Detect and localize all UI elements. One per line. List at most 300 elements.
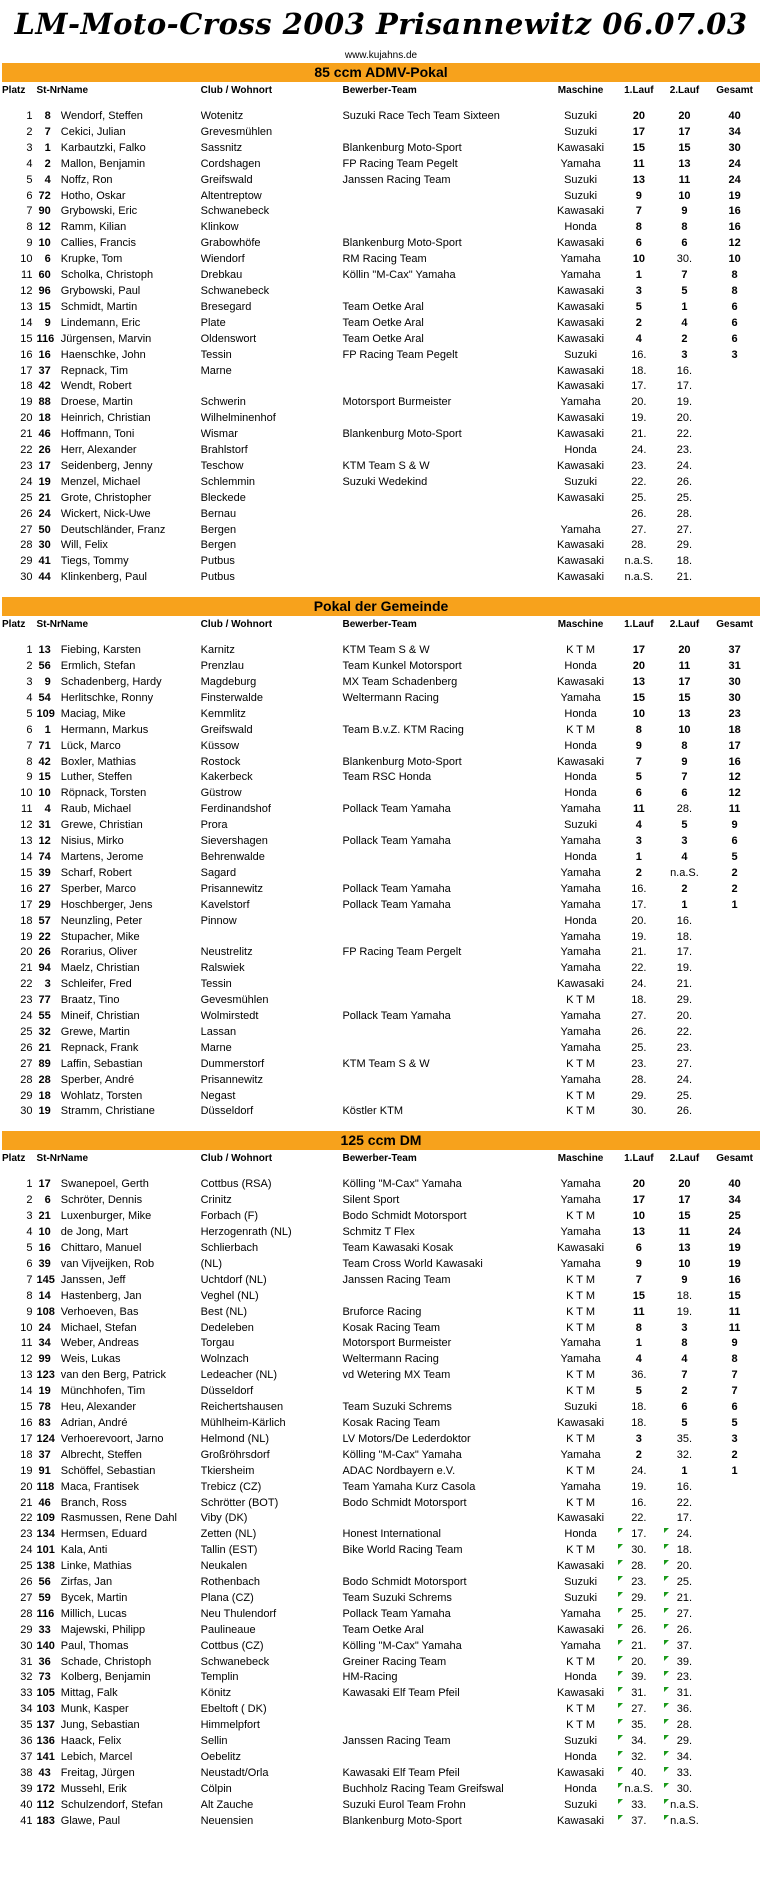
cell-platz: 34 bbox=[20, 1703, 33, 1716]
cell-start-nr: 141 bbox=[36, 1751, 55, 1763]
cell-start-nr: 32 bbox=[38, 1025, 51, 1038]
cell-lauf2: 5 bbox=[681, 284, 688, 297]
cell-maschine: Kawasaki bbox=[557, 316, 605, 329]
column-header-name: Name bbox=[60, 1153, 89, 1165]
table-row bbox=[0, 1416, 762, 1432]
cell-lauf1: 15 bbox=[632, 1289, 645, 1302]
cell-maschine: Kawasaki bbox=[557, 539, 605, 552]
cell-gesamt bbox=[707, 1686, 762, 1702]
cell-lauf2: 9 bbox=[681, 755, 688, 768]
cell-club: Plana (CZ) bbox=[200, 1591, 254, 1604]
cell-name: Glawe, Paul bbox=[60, 1814, 121, 1827]
cell-club: Schrötter (BOT) bbox=[200, 1496, 279, 1509]
cell-team: vd Wetering MX Team bbox=[342, 1369, 451, 1382]
cell-club: Wolnzach bbox=[200, 1353, 249, 1366]
cell-maschine: Honda bbox=[564, 771, 597, 784]
cell-platz: 27 bbox=[20, 1057, 33, 1070]
cell-gesamt: 34 bbox=[728, 1194, 741, 1207]
column-header-lauf1: 1.Lauf bbox=[624, 1153, 654, 1165]
table-row bbox=[0, 1496, 762, 1512]
table-row bbox=[0, 1257, 762, 1273]
table-row bbox=[0, 1336, 762, 1352]
cell-start-nr: 29 bbox=[38, 898, 51, 911]
cell-club: Tkiersheim bbox=[200, 1464, 255, 1477]
column-header-team: Bewerber-Team bbox=[342, 619, 417, 631]
cell-start-nr: 42 bbox=[38, 755, 51, 768]
cell-name: Hermsen, Eduard bbox=[60, 1528, 147, 1541]
cell-maschine: Yamaha bbox=[560, 962, 601, 975]
cell-club: Veghel (NL) bbox=[200, 1289, 259, 1302]
column-header-lauf2: 2.Lauf bbox=[669, 85, 700, 96]
cell-gesamt bbox=[707, 1073, 762, 1089]
cell-start-nr: 18 bbox=[38, 1089, 51, 1102]
cell-platz: 9 bbox=[26, 237, 33, 250]
cell-name: Herr, Alexander bbox=[60, 444, 137, 457]
cell-lauf1: 18. bbox=[631, 1401, 647, 1414]
cell-maschine: Honda bbox=[564, 707, 597, 720]
cell-maschine: Kawasaki bbox=[557, 141, 605, 154]
cell-maschine: Yamaha bbox=[560, 691, 601, 704]
cell-lauf1: 35. bbox=[616, 1718, 662, 1734]
cell-lauf1: 22. bbox=[631, 475, 647, 488]
cell-gesamt: 6 bbox=[731, 300, 738, 313]
cell-platz: 21 bbox=[20, 428, 33, 441]
cell-name: Kolberg, Benjamin bbox=[60, 1671, 151, 1684]
cell-maschine: Suzuki bbox=[564, 1798, 598, 1811]
cell-club: Schlemmin bbox=[200, 475, 256, 488]
cell-maschine: Yamaha bbox=[560, 523, 601, 536]
table-row bbox=[0, 1798, 762, 1814]
cell-lauf2: 10 bbox=[678, 723, 691, 736]
cell-lauf2: 20. bbox=[662, 1559, 708, 1575]
cell-club: Torgau bbox=[200, 1337, 235, 1350]
cell-lauf1: 3 bbox=[635, 284, 642, 297]
cell-lauf2: 21. bbox=[676, 978, 693, 991]
cell-name: Linke, Mathias bbox=[60, 1560, 132, 1573]
cell-maschine: Suzuki bbox=[564, 348, 598, 361]
cell-name: Repnack, Tim bbox=[60, 364, 129, 377]
cell-start-nr: 91 bbox=[38, 1464, 51, 1477]
cell-name: Mittag, Falk bbox=[60, 1687, 118, 1700]
cell-maschine: K T M bbox=[566, 723, 596, 736]
cell-gesamt bbox=[707, 1480, 762, 1496]
cell-start-nr: 22 bbox=[38, 930, 51, 943]
cell-lauf2: 23. bbox=[676, 444, 693, 457]
table-row bbox=[0, 284, 762, 300]
cell-platz: 4 bbox=[26, 691, 33, 704]
cell-maschine: Yamaha bbox=[560, 1041, 601, 1054]
table-row bbox=[0, 1089, 762, 1105]
cell-lauf2: 10 bbox=[678, 189, 691, 202]
cell-start-nr: 118 bbox=[36, 1480, 55, 1493]
cell-start-nr: 109 bbox=[36, 1512, 55, 1525]
cell-team: Köllin "M-Cax" Yamaha bbox=[342, 269, 456, 282]
cell-platz: 10 bbox=[20, 787, 33, 800]
cell-start-nr: 103 bbox=[36, 1703, 55, 1716]
cell-lauf1: 17 bbox=[632, 125, 645, 138]
cell-start-nr: 99 bbox=[38, 1353, 51, 1366]
cell-maschine: Suzuki bbox=[564, 1401, 598, 1414]
cell-club: Putbus bbox=[200, 555, 235, 568]
cell-team bbox=[342, 930, 545, 946]
cell-lauf2: 22. bbox=[676, 1025, 693, 1038]
cell-platz: 21 bbox=[20, 1496, 33, 1509]
cell-gesamt: 40 bbox=[728, 110, 741, 122]
cell-lauf1: 8 bbox=[635, 221, 642, 234]
cell-maschine: K T M bbox=[566, 1305, 596, 1318]
cell-team: Kosak Racing Team bbox=[342, 1416, 441, 1429]
cell-club: Drebkau bbox=[200, 269, 243, 282]
cell-maschine: K T M bbox=[566, 1321, 596, 1334]
cell-gesamt: 1 bbox=[731, 1464, 738, 1477]
cell-start-nr: 74 bbox=[38, 850, 51, 863]
cell-platz: 16 bbox=[20, 1416, 33, 1429]
cell-platz: 7 bbox=[26, 1273, 33, 1286]
cell-club: Schwanebeck bbox=[200, 205, 270, 218]
cell-lauf1: 28. bbox=[631, 1073, 647, 1086]
cell-club: Herzogenrath (NL) bbox=[200, 1226, 292, 1239]
cell-gesamt bbox=[707, 1814, 762, 1830]
cell-lauf2: 8 bbox=[681, 221, 688, 234]
cell-lauf1: 6 bbox=[635, 1242, 642, 1254]
cell-maschine: Yamaha bbox=[560, 835, 601, 848]
cell-platz: 22 bbox=[20, 978, 33, 991]
results-sections bbox=[0, 63, 762, 1830]
cell-team: Team Suzuki Schrems bbox=[342, 1401, 452, 1414]
cell-lauf2: 7 bbox=[681, 269, 688, 282]
cell-gesamt bbox=[707, 1104, 762, 1120]
cell-start-nr: 94 bbox=[38, 962, 51, 975]
cell-name: Zirfas, Jan bbox=[60, 1576, 113, 1589]
table-row bbox=[0, 1575, 762, 1591]
cell-gesamt: 1 bbox=[731, 898, 738, 911]
cell-name: Noffz, Ron bbox=[60, 173, 113, 186]
cell-lauf1: 20. bbox=[616, 1655, 662, 1671]
cell-lauf2: 9 bbox=[681, 205, 688, 218]
cell-platz: 23 bbox=[20, 1528, 33, 1541]
cell-maschine: Kawasaki bbox=[557, 300, 605, 313]
table-row bbox=[0, 1511, 762, 1527]
cell-maschine: Kawasaki bbox=[557, 491, 605, 504]
table-row bbox=[0, 1718, 762, 1734]
cell-lauf2: 18. bbox=[676, 1289, 693, 1302]
cell-start-nr: 108 bbox=[36, 1305, 55, 1318]
cell-name: Mallon, Benjamin bbox=[60, 157, 146, 170]
cell-maschine: Yamaha bbox=[560, 1073, 601, 1086]
cell-platz: 13 bbox=[20, 835, 33, 848]
cell-club: Neuensien bbox=[200, 1814, 254, 1827]
cell-maschine: Yamaha bbox=[560, 803, 601, 816]
cell-maschine: Kawasaki bbox=[557, 755, 605, 768]
cell-start-nr: 96 bbox=[38, 284, 51, 297]
cell-lauf1: 16. bbox=[631, 348, 647, 361]
cell-start-nr: 15 bbox=[38, 771, 51, 784]
cell-team bbox=[342, 204, 545, 220]
cell-team: Weltermann Racing bbox=[342, 1353, 439, 1366]
cell-platz: 39 bbox=[20, 1782, 33, 1795]
cell-team bbox=[342, 491, 545, 507]
table-row bbox=[0, 945, 762, 961]
cell-start-nr: 4 bbox=[44, 173, 51, 186]
cell-gesamt bbox=[707, 993, 762, 1009]
cell-club: Cottbus (CZ) bbox=[200, 1639, 264, 1652]
cell-name: Wendt, Robert bbox=[60, 380, 132, 393]
cell-lauf2: 6 bbox=[681, 237, 688, 250]
cell-name: Schröter, Dennis bbox=[60, 1194, 143, 1207]
cell-gesamt: 12 bbox=[728, 237, 741, 250]
cell-name: Weber, Andreas bbox=[60, 1337, 139, 1350]
cell-club: Bergen bbox=[200, 523, 237, 536]
cell-gesamt bbox=[707, 379, 762, 395]
cell-team bbox=[342, 443, 545, 459]
cell-gesamt bbox=[707, 1798, 762, 1814]
cell-gesamt bbox=[707, 977, 762, 993]
cell-platz: 24 bbox=[20, 475, 33, 488]
cell-maschine: Honda bbox=[564, 739, 597, 752]
table-row bbox=[0, 1193, 762, 1209]
cell-maschine: K T M bbox=[566, 1273, 596, 1286]
cell-lauf1: 4 bbox=[635, 1353, 642, 1366]
cell-gesamt: 3 bbox=[731, 1432, 738, 1445]
cell-lauf2: 34. bbox=[662, 1750, 708, 1766]
cell-team: Blankenburg Moto-Sport bbox=[342, 1814, 462, 1827]
cell-start-nr: 59 bbox=[38, 1591, 51, 1604]
cell-name: Adrian, André bbox=[60, 1416, 128, 1429]
cell-name: Paul, Thomas bbox=[60, 1639, 129, 1652]
cell-team bbox=[342, 1089, 545, 1105]
cell-gesamt bbox=[707, 1057, 762, 1073]
cell-start-nr: 19 bbox=[38, 1385, 51, 1398]
table-row bbox=[0, 898, 762, 914]
cell-platz: 18 bbox=[20, 380, 33, 393]
cell-gesamt bbox=[707, 475, 762, 491]
cell-name: Maelz, Christian bbox=[60, 962, 140, 975]
cell-maschine: Honda bbox=[564, 1751, 597, 1763]
table-row bbox=[0, 961, 762, 977]
cell-team bbox=[342, 977, 545, 993]
cell-lauf1: 7 bbox=[635, 205, 642, 218]
cell-lauf2: 6 bbox=[681, 787, 688, 800]
cell-start-nr: 33 bbox=[38, 1623, 51, 1636]
cell-lauf1: n.a.S. bbox=[616, 1782, 662, 1798]
cell-start-nr: 17 bbox=[38, 1178, 51, 1191]
table-row bbox=[0, 109, 762, 125]
cell-lauf2: 24. bbox=[662, 1527, 708, 1543]
cell-platz: 31 bbox=[20, 1655, 33, 1668]
cell-lauf2: 16. bbox=[676, 1480, 693, 1493]
cell-gesamt bbox=[707, 395, 762, 411]
cell-platz: 17 bbox=[20, 898, 33, 911]
cell-lauf2: 23. bbox=[662, 1670, 708, 1686]
cell-lauf1: 3 bbox=[635, 835, 642, 848]
cell-lauf1: 19. bbox=[631, 412, 647, 425]
cell-gesamt: 19 bbox=[728, 1257, 741, 1270]
cell-club: Ledeacher (NL) bbox=[200, 1369, 278, 1382]
cell-club: Viby (DK) bbox=[200, 1512, 248, 1525]
cell-lauf1: 3 bbox=[635, 1432, 642, 1445]
cell-lauf2: 10 bbox=[678, 1257, 691, 1270]
cell-platz: 13 bbox=[20, 300, 33, 313]
cell-lauf2: 22. bbox=[676, 428, 693, 441]
cell-lauf2: 36. bbox=[662, 1702, 708, 1718]
cell-platz: 3 bbox=[26, 141, 33, 154]
cell-lauf1: 10 bbox=[632, 1210, 645, 1223]
cell-name: Majewski, Philipp bbox=[60, 1623, 146, 1636]
table-row bbox=[0, 930, 762, 946]
cell-team: Suzuki Wedekind bbox=[342, 475, 428, 488]
cell-start-nr: 90 bbox=[38, 205, 51, 218]
cell-team: Bodo Schmidt Motorsport bbox=[342, 1210, 467, 1223]
cell-lauf2: 6 bbox=[681, 1401, 688, 1414]
cell-platz: 19 bbox=[20, 930, 33, 943]
cell-maschine: K T M bbox=[566, 1210, 596, 1223]
table-row bbox=[0, 427, 762, 443]
cell-lauf2: 30. bbox=[662, 1782, 708, 1798]
cell-name: Schöffel, Sebastian bbox=[60, 1464, 156, 1477]
cell-maschine: Yamaha bbox=[560, 1337, 601, 1350]
column-header-maschine: Maschine bbox=[557, 619, 604, 631]
cell-name: Millich, Lucas bbox=[60, 1607, 127, 1620]
cell-team: MX Team Schadenberg bbox=[342, 676, 458, 688]
cell-lauf1: 22. bbox=[631, 1512, 647, 1525]
cell-maschine: Kawasaki bbox=[557, 1512, 605, 1525]
cell-gesamt: 31 bbox=[728, 660, 741, 673]
cell-team: Kölling "M-Cax" Yamaha bbox=[342, 1448, 462, 1461]
cell-team bbox=[342, 1289, 545, 1305]
cell-maschine: Yamaha bbox=[560, 1194, 601, 1207]
cell-maschine: K T M bbox=[566, 1089, 596, 1102]
cell-lauf1: 23. bbox=[631, 459, 647, 472]
cell-platz: 2 bbox=[26, 125, 33, 138]
cell-club: Großröhrsdorf bbox=[200, 1448, 270, 1461]
cell-start-nr: 77 bbox=[38, 994, 51, 1007]
table-row bbox=[0, 507, 762, 523]
cell-lauf1: 13 bbox=[632, 1226, 645, 1239]
cell-start-nr: 16 bbox=[38, 1242, 51, 1254]
cell-gesamt bbox=[707, 1655, 762, 1671]
cell-platz: 7 bbox=[26, 205, 33, 218]
cell-name: Menzel, Michael bbox=[60, 475, 141, 488]
cell-platz: 33 bbox=[20, 1687, 33, 1700]
cell-platz: 18 bbox=[20, 1448, 33, 1461]
cell-lauf2: 11 bbox=[678, 660, 691, 673]
cell-club: Ebeltoft ( DK) bbox=[200, 1703, 267, 1716]
cell-start-nr: 71 bbox=[38, 739, 51, 752]
column-header-lauf1: 1.Lauf bbox=[624, 85, 654, 96]
cell-start-nr: 46 bbox=[38, 1496, 51, 1509]
cell-club: Tallin (EST) bbox=[200, 1544, 258, 1557]
cell-club: Schwanebeck bbox=[200, 1655, 270, 1668]
cell-team bbox=[342, 914, 545, 930]
cell-name: van Vijveijken, Rob bbox=[60, 1257, 155, 1270]
cell-start-nr: 9 bbox=[44, 676, 51, 688]
cell-platz: 8 bbox=[26, 755, 33, 768]
cell-gesamt: 3 bbox=[731, 348, 738, 361]
cell-lauf1: 2 bbox=[635, 866, 642, 879]
cell-lauf1: 30. bbox=[616, 1543, 662, 1559]
cell-lauf1: 8 bbox=[635, 1321, 642, 1334]
cell-gesamt: 11 bbox=[728, 1321, 741, 1334]
cell-gesamt: 8 bbox=[731, 1353, 738, 1366]
cell-gesamt: 16 bbox=[728, 205, 741, 218]
cell-gesamt: 9 bbox=[731, 819, 738, 832]
cell-gesamt bbox=[707, 1575, 762, 1591]
cell-team: Kawasaki Elf Team Pfeil bbox=[342, 1766, 460, 1779]
results-table bbox=[0, 616, 762, 1120]
table-row bbox=[0, 252, 762, 268]
cell-gesamt bbox=[707, 914, 762, 930]
column-header-lauf1: 1.Lauf bbox=[624, 619, 654, 631]
cell-gesamt: 16 bbox=[728, 221, 741, 234]
cell-lauf2: 3 bbox=[681, 835, 688, 848]
cell-lauf1: 34. bbox=[616, 1734, 662, 1750]
cell-lauf2: 31. bbox=[662, 1686, 708, 1702]
cell-team: Janssen Racing Team bbox=[342, 1735, 451, 1748]
cell-name: Scharf, Robert bbox=[60, 866, 132, 879]
cell-name: Rasmussen, Rene Dahl bbox=[60, 1512, 177, 1525]
cell-maschine: Kawasaki bbox=[557, 284, 605, 297]
cell-platz: 40 bbox=[20, 1798, 33, 1811]
cell-maschine: Honda bbox=[564, 1528, 597, 1541]
table-row bbox=[0, 1766, 762, 1782]
header-spacer bbox=[0, 99, 762, 109]
cell-name: Stupacher, Mike bbox=[60, 930, 140, 943]
table-row bbox=[0, 1225, 762, 1241]
table-row bbox=[0, 141, 762, 157]
cell-name: Karbautzki, Falko bbox=[60, 141, 146, 154]
cell-start-nr: 16 bbox=[38, 348, 51, 361]
cell-team: Pollack Team Yamaha bbox=[342, 898, 451, 911]
cell-name: Wohlatz, Torsten bbox=[60, 1089, 143, 1102]
page-title: LM-Moto-Cross 2003 Prisannewitz 06.07.03 bbox=[14, 7, 748, 41]
cell-maschine: K T M bbox=[566, 1655, 596, 1668]
cell-maschine: Yamaha bbox=[560, 882, 601, 895]
cell-start-nr: 56 bbox=[38, 1576, 51, 1589]
cell-gesamt: 24 bbox=[728, 173, 741, 186]
cell-team bbox=[342, 707, 545, 723]
cell-club bbox=[201, 379, 343, 395]
column-header-gesamt: Gesamt bbox=[716, 1153, 753, 1165]
cell-platz: 41 bbox=[20, 1814, 33, 1827]
cell-maschine: Honda bbox=[564, 660, 597, 673]
cell-name: Verhoerevoort, Jarno bbox=[60, 1432, 164, 1445]
cell-club: Schwanebeck bbox=[200, 284, 270, 297]
cell-lauf2: 27. bbox=[662, 1607, 708, 1623]
cell-start-nr: 101 bbox=[36, 1544, 55, 1557]
cell-start-nr: 27 bbox=[38, 882, 51, 895]
cell-start-nr: 136 bbox=[36, 1735, 55, 1748]
cell-platz: 35 bbox=[20, 1719, 33, 1732]
cell-platz: 19 bbox=[20, 396, 33, 409]
cell-lauf2: 5 bbox=[681, 819, 688, 832]
cell-maschine: Suzuki bbox=[564, 1576, 598, 1589]
website-url[interactable]: www.kujahns.de bbox=[344, 50, 418, 61]
cell-platz: 11 bbox=[21, 269, 33, 282]
cell-lauf1: 27. bbox=[631, 1010, 647, 1023]
cell-team bbox=[342, 507, 545, 523]
cell-team bbox=[342, 1025, 545, 1041]
cell-lauf1: 10 bbox=[632, 707, 645, 720]
table-row bbox=[0, 475, 762, 491]
cell-gesamt: 30 bbox=[728, 141, 741, 154]
cell-lauf1: 11 bbox=[633, 1305, 645, 1318]
cell-maschine: Yamaha bbox=[560, 1226, 601, 1239]
cell-name: Grewe, Martin bbox=[60, 1025, 130, 1038]
cell-lauf2: 13 bbox=[678, 707, 691, 720]
cell-lauf2: 1 bbox=[681, 1464, 688, 1477]
cell-platz: 11 bbox=[21, 1337, 33, 1350]
cell-platz: 10 bbox=[20, 253, 33, 266]
